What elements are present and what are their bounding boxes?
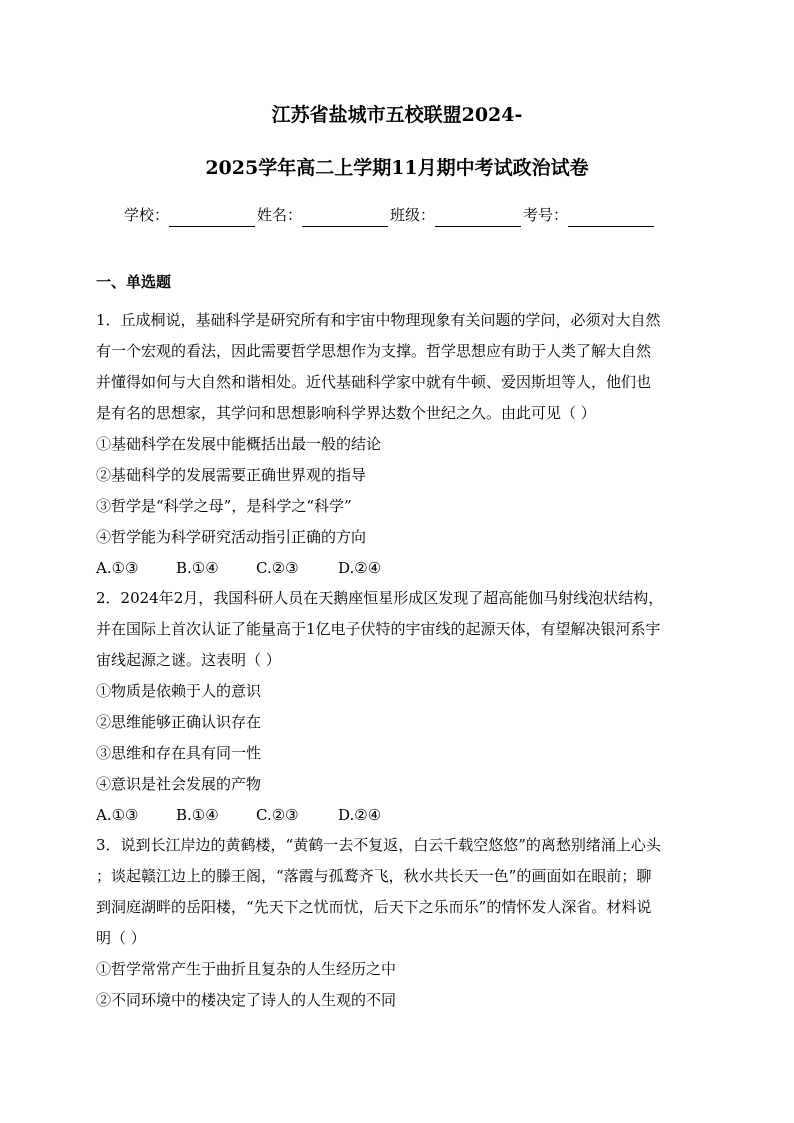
exam-title-line-1: 江苏省盐城市五校联盟2024-: [271, 104, 523, 126]
student-info-line: [124, 203, 684, 227]
q3-stem-line: 3．说到长江岸边的黄鹤楼，“黄鹤一去不复返，白云千载空悠悠”的离愁别绪涌上心头: [96, 836, 661, 854]
q3-stem-line: 明（ ）: [96, 929, 146, 947]
q1-option-d[interactable]: D.②④: [338, 559, 382, 577]
q2-option-c[interactable]: C.②③: [256, 806, 299, 824]
q1-item: ②基础科学的发展需要正确世界观的指导: [96, 466, 367, 484]
q2-stem-line: 并在国际上首次认证了能量高于1亿电子伏特的宇宙线的起源天体，有望解决银河系宇: [96, 620, 661, 638]
q1-option-c[interactable]: C.②③: [256, 559, 299, 577]
q2-options: [96, 804, 381, 826]
q2-stem-line: 2．2024年2月，我国科研人员在天鹅座恒星形成区发现了超高能伽马射线泡状结构，: [96, 589, 664, 607]
q2-option-b[interactable]: B.①④: [176, 806, 219, 824]
exam-number-blank[interactable]: [568, 208, 654, 227]
q2-item: ④意识是社会发展的产物: [96, 775, 262, 793]
q1-option-a[interactable]: A.①③: [96, 559, 139, 577]
q1-item: ①基础科学在发展中能概括出最一般的结论: [96, 435, 382, 453]
q3-item: ①哲学常常产生于曲折且复杂的人生经历之中: [96, 960, 397, 978]
q1-option-b[interactable]: B.①④: [176, 559, 219, 577]
q1-stem-line: 1．丘成桐说，基础科学是研究所有和宇宙中物理现象有关问题的学问，必须对大自然: [96, 311, 661, 329]
school-blank[interactable]: [169, 208, 255, 227]
q2-item: ②思维能够正确认识存在: [96, 713, 262, 731]
exam-title-line-2: 2025学年高二上学期11月期中考试政治试卷: [205, 157, 589, 179]
q3-stem-line: 到洞庭湖畔的岳阳楼，“先天下之忧而忧，后天下之乐而乐”的情怀发人深省。材料说: [96, 898, 652, 916]
q2-item: ③思维和存在具有同一性: [96, 744, 262, 762]
name-blank[interactable]: [302, 208, 388, 227]
q1-stem-line: 有一个宏观的看法，因此需要哲学思想作为支撑。哲学思想应有助于人类了解大自然: [96, 342, 652, 360]
q2-option-d[interactable]: D.②④: [338, 806, 382, 824]
class-blank[interactable]: [435, 208, 521, 227]
class-label: 班级：: [390, 206, 436, 224]
q1-item: ③哲学是“科学之母”，是科学之“科学”: [96, 497, 352, 515]
exam-number-label: 考号：: [523, 206, 569, 224]
q3-item: ②不同环境中的楼决定了诗人的人生观的不同: [96, 991, 397, 1009]
q3-stem-line: ；谈起赣江边上的滕王阁，“落霞与孤鹜齐飞，秋水共长天一色”的画面如在眼前；聊: [96, 867, 652, 885]
section-title: 一、单选题: [96, 273, 172, 291]
q2-option-a[interactable]: A.①③: [96, 806, 139, 824]
name-label: 姓名：: [257, 206, 303, 224]
q2-item: ①物质是依赖于人的意识: [96, 682, 262, 700]
q1-item: ④哲学能为科学研究活动指引正确的方向: [96, 528, 367, 546]
q1-options: [96, 557, 381, 579]
q2-stem-line: 宙线起源之谜。这表明（ ）: [96, 651, 281, 669]
q1-stem-line: 是有名的思想家，其学问和思想影响科学界达数个世纪之久。由此可见（ ）: [96, 404, 596, 422]
q1-stem-line: 并懂得如何与大自然和谐相处。近代基础科学家中就有牛顿、爱因斯坦等人，他们也: [96, 373, 652, 391]
school-label: 学校：: [124, 206, 170, 224]
